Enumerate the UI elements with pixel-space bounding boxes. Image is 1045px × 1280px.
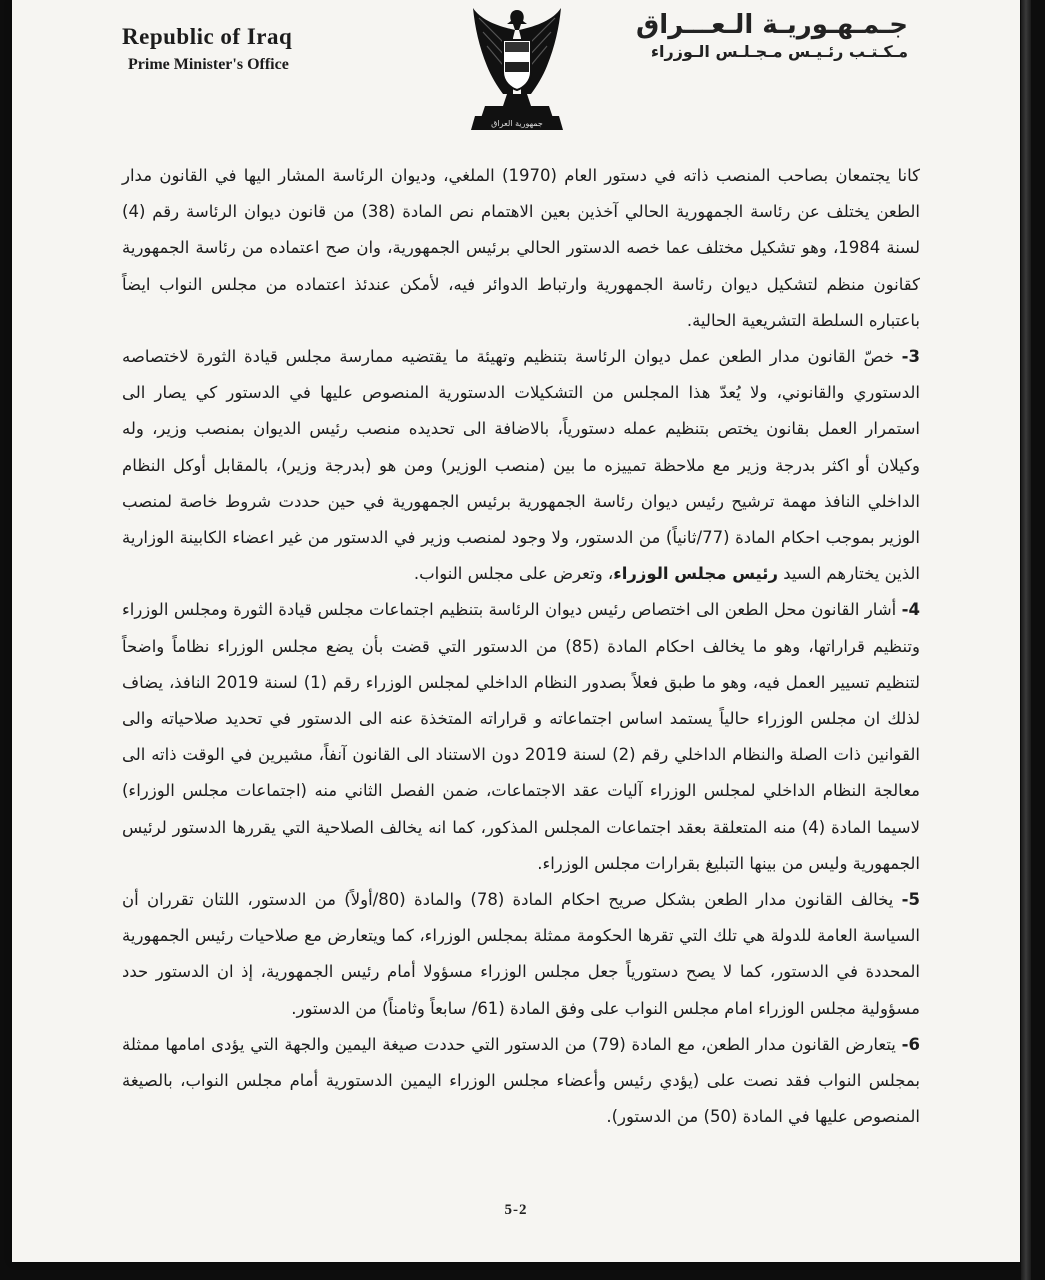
- item-4: [122, 592, 920, 882]
- item-number: 6-: [901, 1034, 920, 1054]
- item-3: [122, 339, 920, 592]
- letterhead-en-subtitle: Prime Minister's Office: [128, 56, 289, 73]
- item-text-after: ، وتعرض على مجلس النواب.: [413, 564, 614, 584]
- letterhead-en-title: Republic of Iraq: [122, 24, 293, 49]
- document-body: [122, 158, 920, 1135]
- item-text: يتعارض القانون مدار الطعن، مع المادة (79) من الدستور التي حددت صيغة اليمين والجهة التي يؤدى امامها ممثلة بمجلس النواب فقد نصت على (يؤدي رئيس وأعضاء مجلس الوزراء اليمين الدستورية أمام مجلس النواب، بالصيغة المنصوص عليها في المادة (50) من الدستور).: [122, 1034, 920, 1127]
- item-text: أشار القانون محل الطعن الى اختصاص رئيس ديوان الرئاسة بتنظيم اجتماعات مجلس قيادة الثورة ومجلس الوزراء وتنظيم قراراتها، وهو ما يخالف احكام المادة (85) من الدستور التي قضت بأن يضع مجلس الوزراء نظاماً واضحاً لتنظيم تسيير العمل فيه، وهو ما طبق فعلاً بصدور النظام الداخلي لمجلس الوزراء رقم (1) لسنة 2019 النافذ، يضاف لذلك ان مجلس الوزراء حالياً يستمد اساس اجتماعاته و قراراته المتخذة عنه الى الدستور في تحديد صلاحياته والى القوانين ذات الصلة والنظام الداخلي رقم (2) لسنة 2019 دون الاستناد الى القانون آنفاً، مشيرين في الوقت ذاته الى معالجة النظام الداخلي لمجلس الوزراء آليات عقد الاجتماعات، ضمن الفصل الثاني منه (اجتماعات مجلس الوزراء) لاسيما المادة (4) منه المتعلقة بعقد اجتماعات المجلس المذكور، كما انه يخالف الصلاحية التي يقررها الدستور لرئيس الجمهورية وليس من بينها التبليغ بقرارات مجلس الوزراء.: [122, 600, 921, 873]
- letterhead-arabic: [636, 10, 908, 61]
- iraq-eagle-emblem-icon: [467, 6, 567, 132]
- emblem-caption: جمهورية العراق: [491, 119, 543, 128]
- letterhead-ar-title: جـمـهـوريـة الـعـــراق: [636, 10, 908, 40]
- item-6: [122, 1027, 920, 1136]
- item-number: 4-: [901, 600, 920, 620]
- item-5: [122, 882, 920, 1027]
- letterhead-english: [122, 24, 292, 74]
- page-number: 5-2: [504, 1202, 528, 1218]
- intro-paragraph: كانا يجتمعان بصاحب المنصب ذاته في دستور العام (1970) الملغي، وديوان الرئاسة المشار اليها في القانون مدار الطعن يختلف عن رئاسة الجمهورية الحالي آخذين بعين الاهتمام نص المادة (38) من قانون ديوان الرئاسة رقم (4) لسنة 1984، وهو تشكيل مختلف عما خصه الدستور الحالي برئيس الجمهورية، وان صح اعتماده من رئاسة الجمهورية كقانون منظم لتشكيل ديوان رئاسة الجمهورية وارتباط الدوائر فيه، لأمكن عندئذ اعتماده من مجلس النواب ايضاً باعتباره السلطة التشريعية الحالية.: [122, 166, 921, 330]
- item-number: 5-: [901, 890, 920, 910]
- letterhead-ar-subtitle: مـكـتـب رئـيـس مـجـلـس الـوزراء: [650, 42, 908, 61]
- scan-edge: [1021, 0, 1031, 1280]
- item-text: خصّ القانون مدار الطعن عمل ديوان الرئاسة بتنظيم وتهيئة ما يقتضيه ممارسة مجلس قيادة الثورة لاختصاصه الدستوري والقانوني، ولا يُعدّ هذا المجلس من التشكيلات الدستورية المنصوص عليها في الدستور كي يصار الى استمرار العمل بقانون يختص بتنظيم عمله دستورياً، بالاضافة الى تحديده منصب رئيس الديوان بمنصب وزير، وله وكيلان أو اكثر بدرجة وزير مع ملاحظة تمييزه ما بين (منصب الوزير) ومن هو (بدرجة وزير)، بالمقابل أوكل النظام الداخلي النافذ مهمة ترشيح رئيس ديوان رئاسة الجمهورية برئيس الجمهورية في حين حددت شروط خاصة لمنصب الوزير بموجب احكام المادة (77/ثانياً) من الدستور، ولا وجود لمنصب وزير في الدستور من غير اعضاء الكابينة الوزارية الذين يختارهم السيد: [122, 347, 920, 584]
- item-number: 3-: [901, 347, 920, 367]
- item-text: يخالف القانون مدار الطعن بشكل صريح احكام المادة (78) والمادة (80/أولاً) من الدستور، اللتان تقرران أن السياسة العامة للدولة هي تلك التي تقرها الحكومة ممثلة بمجلس الوزراء، كما ويتعارض مع صلاحيات رئيس الجمهورية المحددة في الدستور، كما لا يصح دستورياً جعل مجلس الوزراء مسؤولا أمام رئيس الجمهورية، إذ ان الدستور حدد مسؤولية مجلس الوزراء امام مجلس النواب على وفق المادة (61/ سابعاً وثامناً) من الدستور.: [122, 890, 920, 1018]
- document-page: [12, 0, 1020, 1262]
- item-bold-text: رئيس مجلس الوزراء: [613, 564, 778, 584]
